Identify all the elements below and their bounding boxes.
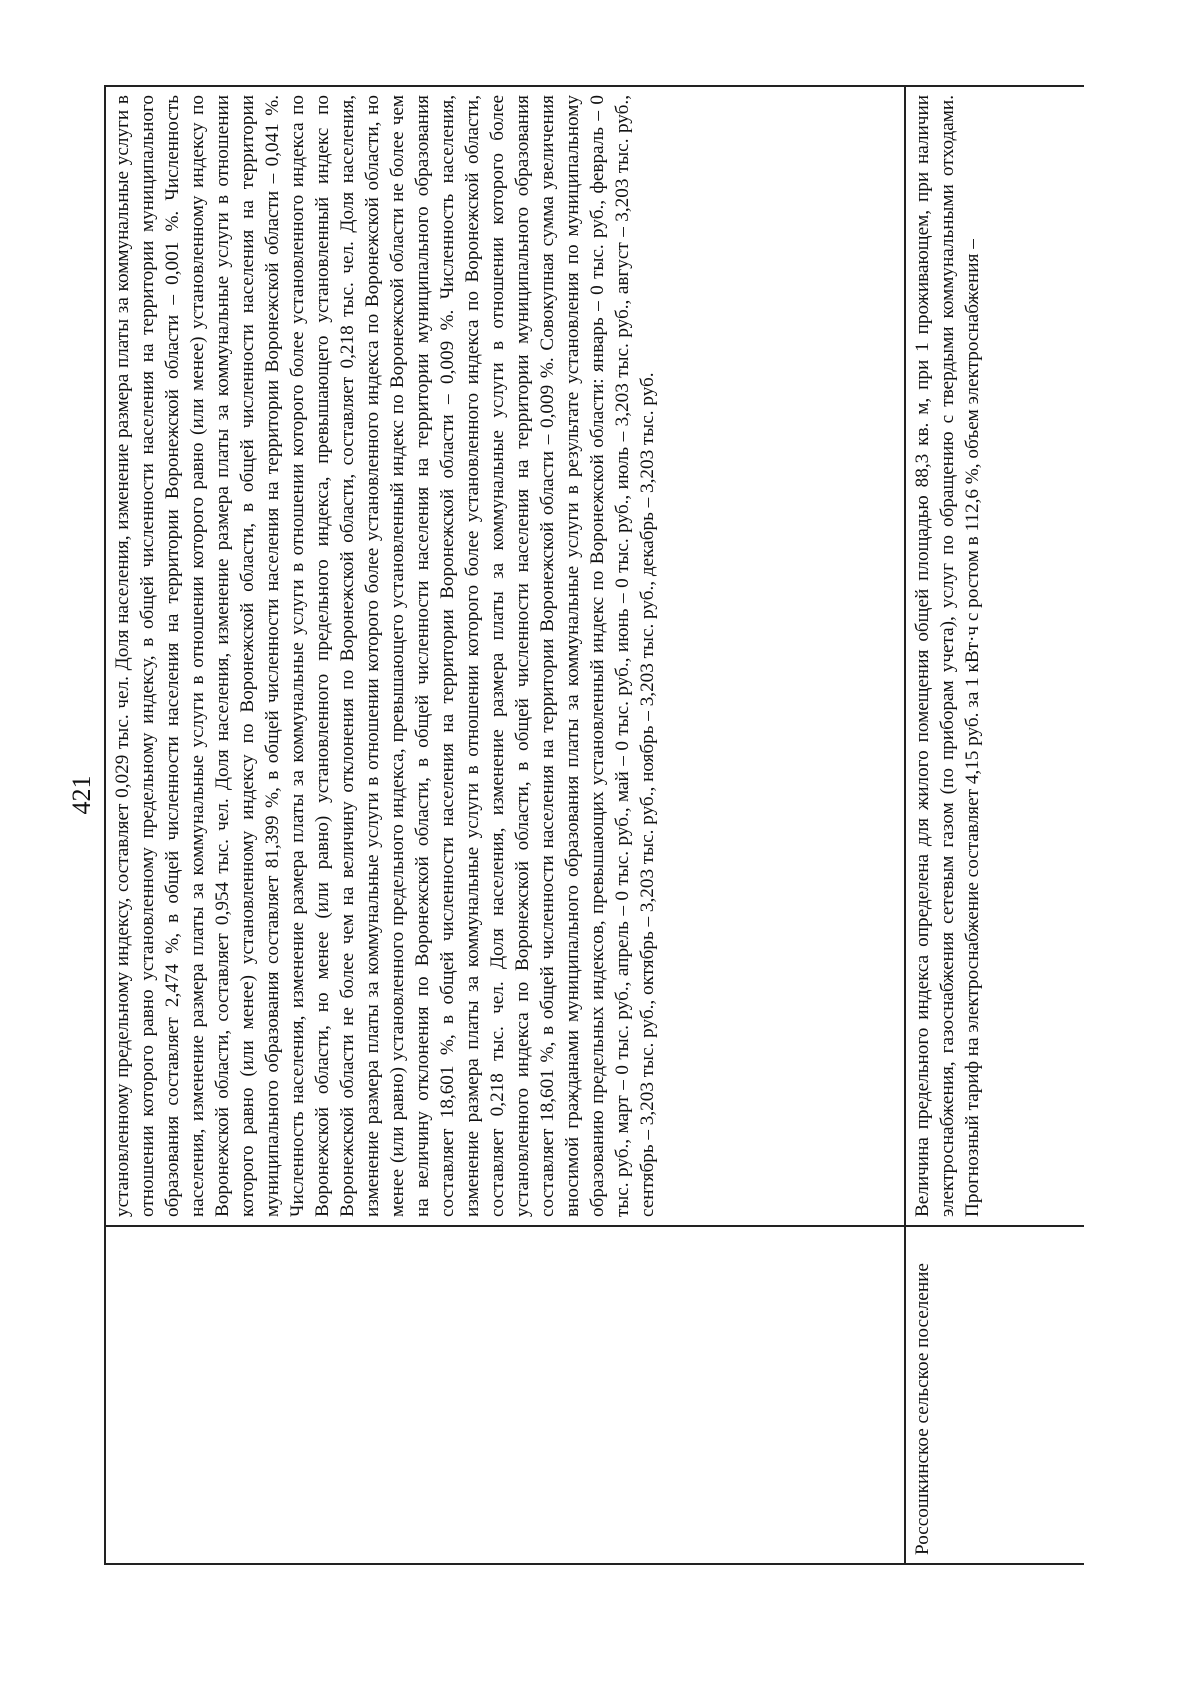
municipal-index-table bbox=[104, 85, 1084, 1565]
page-number: 421 bbox=[67, 775, 96, 815]
document-page bbox=[104, 85, 1084, 1565]
table-row bbox=[105, 86, 905, 1564]
description-cell bbox=[105, 86, 905, 1226]
description-cell bbox=[905, 86, 1084, 1226]
municipality-name-cell bbox=[905, 1226, 1084, 1564]
description-text: Величина предельного индекса определена для жилого помещения общей площадью 88,3 кв. м, при 1 проживающем, при наличии электроснабжения, газоснабжения сетевым газом (по приборам учета), услуг по обращению с твердыми коммунальными отходами. Прогнозный тариф на электроснабжение составляет 4,15 руб. за 1 кВт·ч с ростом в 112,6 %, объем электроснабжения – bbox=[912, 95, 983, 1217]
landscape-content bbox=[104, 85, 1084, 1565]
description-text: установленному предельному индексу, составляет 0,029 тыс. чел. Доля населения, изменение размера платы за коммунальные услуги в отношении которого равно установленному предельному индексу, в общей численности населения на территории муниципального образования составляет 2,474 %, в общей численности населения на территории Воронежской области – 0,001 %. Численность населения, изменение размера платы за коммунальные услуги в отношении которого равно (или менее) установленному индексу по Воронежской области, составляет 0,954 тыс. чел. Доля населения, изменение размера платы за коммунальные услуги в отношении которого равно (или менее) установленному индексу по Воронежской области, в общей численности населения на территории муниципального образования составляет 81,399 %, в общей численности населения на территории Воронежской области – 0,041 %. Численность населения, изменение размера платы за коммунальные услуги в отношении которого более установленного индекса по Воронежской области, но менее (или равно) установленного предельного индекса, превышающего установленный индекс по Воронежской области не более чем на величину отклонения по Воронежской области, составляет 0,218 тыс. чел. Доля населения, изменение размера платы за коммунальные услуги в отношении которого более установленного индекса по Воронежской области, но менее (или равно) установленного предельного индекса, превышающего установленный индекс по Воронежской области не более чем на величину отклонения по Воронежской области, в общей численности населения на территории муниципального образования составляет 18,601 %, в общей численности населения на территории Воронежской области – 0,009 %. Численность населения, изменение размера платы за коммунальные услуги в отношении которого более установленного индекса по Воронежской области, составляет 0,218 тыс. чел. Доля населения, изменение размера платы за коммунальные услуги в отношении которого более установленного индекса по Воронежской области, в общей численности населения на территории муниципального образования составляет 18,601 %, в общей численности населения на территории Воронежской области – 0,009 %. Совокупная сумма увеличения вносимой гражданами муниципального образования платы за коммунальные услуги в результате установления по муниципальному образованию предельных индексов, превышающих установленный индекс по Воронежской области: январь – 0 тыс. руб., февраль – 0 тыс. руб., март – 0 тыс. руб., апрель – 0 тыс. руб., май – 0 тыс. руб., июнь – 0 тыс. руб., июль – 3,203 тыс. руб., август – 3,203 тыс. руб., сентябрь – 3,203 тыс. руб., октябрь – 3,203 тыс. руб., ноябрь – 3,203 тыс. руб., декабрь – 3,203 тыс. руб. bbox=[112, 95, 658, 1217]
municipality-name-cell bbox=[105, 1226, 905, 1564]
table-row bbox=[905, 86, 1084, 1564]
municipality-name: Россошкинское сельское поселение bbox=[912, 1263, 933, 1555]
